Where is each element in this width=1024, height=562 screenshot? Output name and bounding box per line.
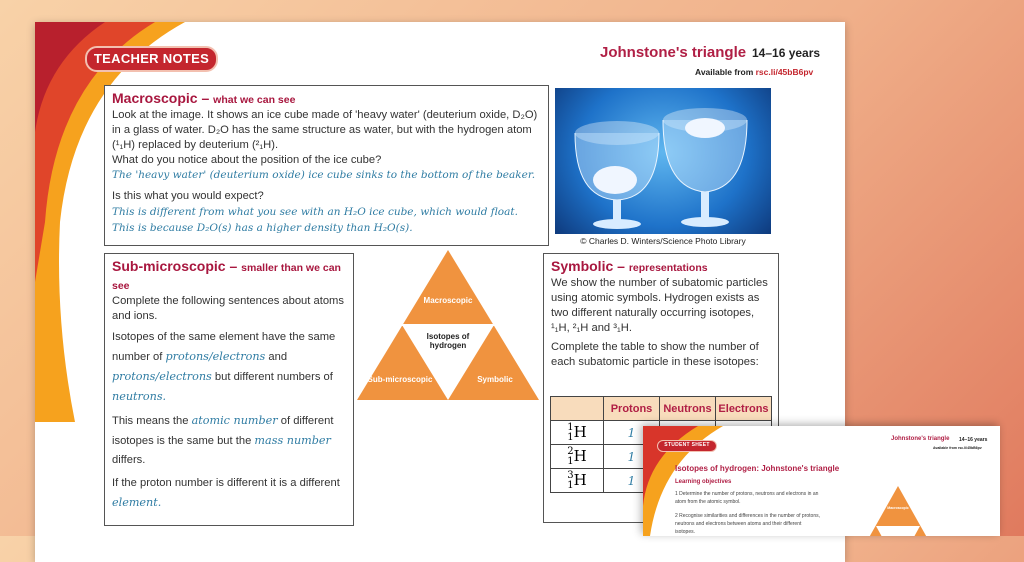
student-available: Available from rsc.li/45bB6pv bbox=[933, 446, 982, 450]
sentence-3: If the proton number is different it is a different element. bbox=[112, 477, 340, 509]
submicroscopic-intro: Complete the following sentences about atoms and ions. bbox=[112, 295, 344, 322]
question-1: What do you notice about the position of the ice cube? bbox=[112, 154, 382, 166]
header-neutrons: Neutrons bbox=[660, 397, 716, 421]
answer-1: The 'heavy water' (deuterium oxide) ice cube sinks to the bottom of the beaker. bbox=[112, 169, 536, 181]
triangle-macroscopic: Macroscopic bbox=[423, 296, 473, 305]
sentence-1: Isotopes of the same element have the same number of protons/electrons and protons/electrons but different numbers of neutrons. bbox=[112, 331, 336, 403]
student-triangle bbox=[853, 486, 943, 536]
triangle-symbolic: Symbolic bbox=[477, 375, 513, 384]
triangle-center: Isotopes of hydrogen bbox=[426, 332, 470, 350]
doc-title: Johnstone's triangle bbox=[600, 44, 747, 61]
objective-2: 2 Recognise similarities and differences in the number of protons, neutrons and electrons between atoms and their different isotopes. bbox=[675, 513, 820, 535]
protons-cell: 1 bbox=[604, 469, 660, 493]
protons-cell: 1 bbox=[604, 421, 660, 445]
student-title: Johnstone's triangle bbox=[891, 436, 950, 442]
answer-2a: This is different from what you see with an H₂O ice cube, which would float. bbox=[112, 206, 518, 218]
image-credit: © Charles D. Winters/Science Photo Library bbox=[555, 234, 771, 248]
macroscopic-heading: Macroscopic – what we can see bbox=[112, 90, 296, 106]
ice-cube-glasses-photo bbox=[555, 88, 771, 248]
available-link[interactable]: rsc.li/45bB6pv bbox=[755, 67, 814, 77]
triangle-submicroscopic: Sub-microscopic bbox=[367, 375, 433, 384]
symbolic-instruction: Complete the table to show the number of each subatomic particle in these isotopes: bbox=[551, 341, 759, 368]
symbolic-body: We show the number of subatomic particles using atomic symbols. Hydrogen exists as two different naturally occurring isotopes, ¹₁H, ²₁H and ³₁H. bbox=[551, 277, 768, 334]
objective-1: 1 Determine the number of protons, neutrons and electrons in an atom from the atomic symbol. bbox=[675, 491, 819, 505]
available-prefix: Available from bbox=[695, 67, 756, 77]
teacher-notes-badge: TEACHER NOTES bbox=[85, 46, 218, 72]
objectives-heading: Learning objectives bbox=[675, 479, 732, 485]
protons-cell: 1 bbox=[604, 445, 660, 469]
submicroscopic-heading: Sub-microscopic – smaller than we can see bbox=[112, 258, 341, 292]
isotope-symbol: 3 1 H bbox=[551, 469, 604, 493]
availability bbox=[695, 67, 813, 77]
glasses-illustration bbox=[555, 88, 771, 238]
table-header-row bbox=[551, 397, 772, 421]
isotope-symbol: 2 1 H bbox=[551, 445, 604, 469]
macroscopic-box bbox=[104, 85, 549, 246]
student-sheet-preview bbox=[643, 426, 1000, 536]
answer-2b: This is because D₂O(s) has a higher density than H₂O(s). bbox=[112, 222, 413, 234]
symbolic-heading: Symbolic – representations bbox=[551, 258, 708, 274]
student-heading: Isotopes of hydrogen: Johnstone's triangle bbox=[675, 464, 840, 473]
header-protons: Protons bbox=[604, 397, 660, 421]
student-age: 14–16 years bbox=[959, 437, 988, 443]
student-sheet-badge: STUDENT SHEET bbox=[657, 440, 717, 452]
question-2: Is this what you would expect? bbox=[112, 190, 264, 202]
isotope-symbol: 1 1 H bbox=[551, 421, 604, 445]
student-triangle-top: Macroscopic bbox=[887, 506, 909, 510]
header-electrons: Electrons bbox=[716, 397, 772, 421]
sentence-2: This means the atomic number of different isotopes is the same but the mass number differs. bbox=[112, 414, 334, 466]
age-range: 14–16 years bbox=[752, 46, 821, 60]
submicroscopic-box bbox=[104, 253, 354, 526]
macroscopic-body: Look at the image. It shows an ice cube made of 'heavy water' (deuterium oxide, D₂O) in a glass of water. D₂O has the same structure as water, but with the hydrogen atom (¹₁H) replaced by deuterium (²₁H). bbox=[112, 109, 538, 151]
